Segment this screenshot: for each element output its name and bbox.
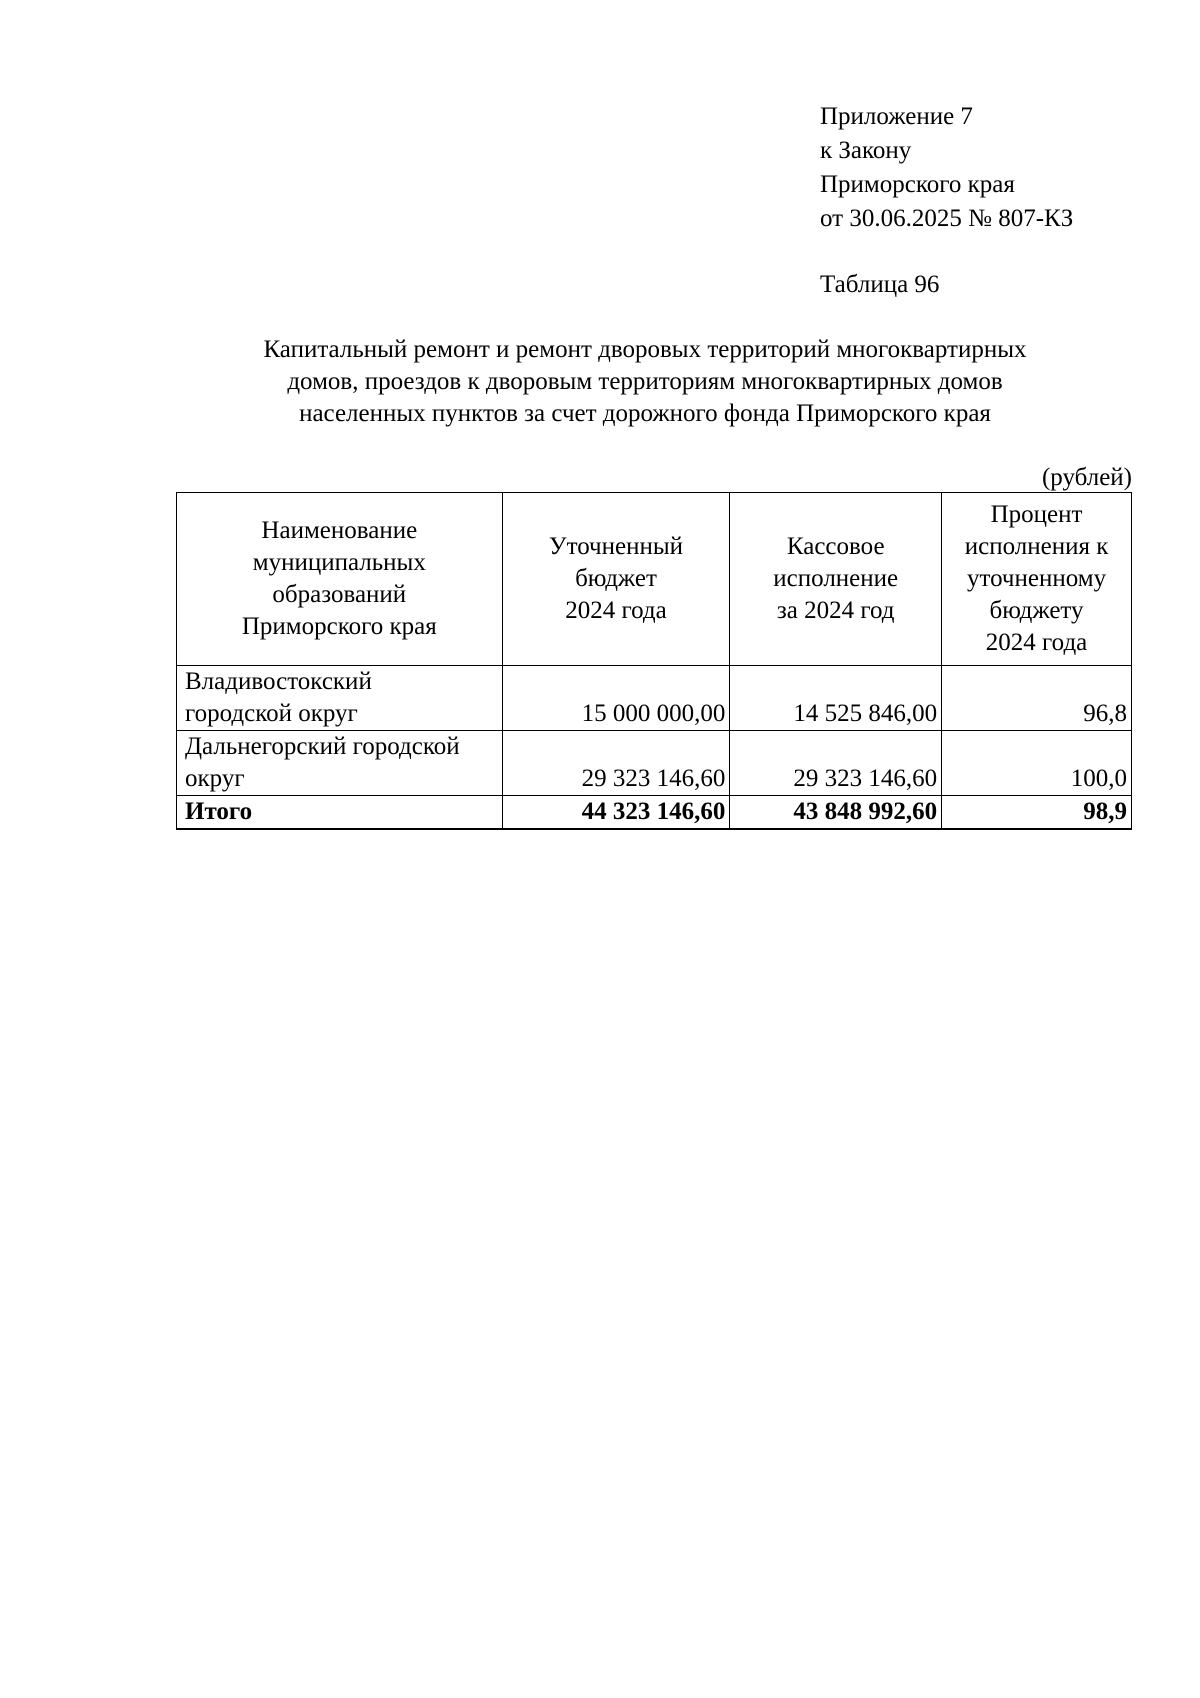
name-line: Дальнегорский городской <box>185 733 460 760</box>
budget-table <box>176 492 1132 830</box>
units-label: (рублей) <box>1041 464 1132 491</box>
budget-value: 15 000 000,00 <box>502 666 730 731</box>
execution-value: 29 323 146,60 <box>730 731 942 796</box>
table-header-row <box>177 493 1132 666</box>
header-line: Процент <box>990 501 1083 528</box>
total-percent: 98,9 <box>942 796 1132 830</box>
budget-value: 29 323 146,60 <box>502 731 730 796</box>
header-line: 2024 года <box>985 629 1088 656</box>
total-label: Итого <box>177 796 503 830</box>
header-line: Наименование <box>261 517 418 544</box>
execution-value: 14 525 846,00 <box>730 666 942 731</box>
municipality-name <box>177 666 503 731</box>
title-line: домов, проездов к дворовым территориям многоквартирных домов <box>287 368 1003 395</box>
municipality-name <box>177 731 503 796</box>
percent-value: 100,0 <box>942 731 1132 796</box>
header-line: бюджет <box>575 565 657 592</box>
header-municipality <box>177 493 503 666</box>
appendix-line: Приложение 7 <box>820 103 973 130</box>
percent-value: 96,8 <box>942 666 1132 731</box>
name-line: округ <box>185 765 245 792</box>
title-line: населенных пунктов за счет дорожного фонда Приморского края <box>299 400 991 427</box>
table-row <box>177 666 1132 731</box>
title-line: Капитальный ремонт и ремонт дворовых территорий многоквартирных <box>263 336 1027 363</box>
header-line: уточненному <box>966 565 1107 592</box>
document-title <box>160 334 1130 430</box>
header-line: Приморского края <box>241 613 437 640</box>
header-execution <box>730 493 942 666</box>
name-line: городской округ <box>185 700 358 727</box>
appendix-reference <box>820 100 1073 236</box>
header-line: исполнение <box>773 565 899 592</box>
total-row <box>177 796 1132 830</box>
header-line: Уточненный <box>548 533 684 560</box>
appendix-line: Приморского края <box>820 171 1015 198</box>
header-line: муниципальных <box>252 549 426 576</box>
header-line: образований <box>272 581 407 608</box>
header-line: исполнения к <box>964 533 1109 560</box>
name-line: Владивостокский <box>185 668 372 695</box>
header-percent <box>942 493 1132 666</box>
total-budget: 44 323 146,60 <box>502 796 730 830</box>
appendix-line: от 30.06.2025 № 807-КЗ <box>820 205 1074 232</box>
header-budget <box>502 493 730 666</box>
header-line: бюджету <box>989 597 1084 624</box>
header-line: 2024 года <box>565 597 667 624</box>
table-number: Таблица 96 <box>820 271 940 298</box>
appendix-line: к Закону <box>820 137 912 164</box>
header-line: за 2024 год <box>776 597 895 624</box>
total-execution: 43 848 992,60 <box>730 796 942 830</box>
header-line: Кассовое <box>786 533 885 560</box>
table-row <box>177 731 1132 796</box>
